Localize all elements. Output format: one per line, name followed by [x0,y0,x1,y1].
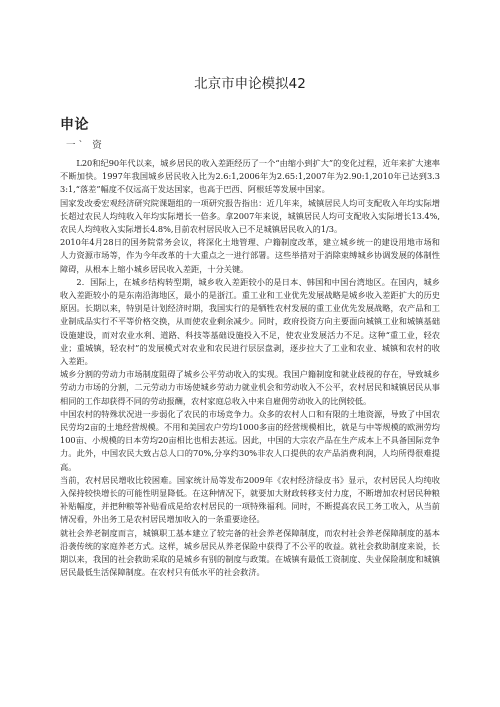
document-body [60,157,440,580]
paragraph: 就社会养老制度而言，城镇职工基本建立了较完备的社会养老保障制度，而农村社会养老保障制度的基本沿袭传统的家庭养老方式。这样，城乡居民从养老保险中获得了不公平的收益。就社会救助制度来说，长期以来，我国的社会救助采取的是城乡有别的制度与政策。在城镇有最低工资制度、失业保险制度和城镇居民最低生活保障制度。在农村只有低水平的社会救济。 [60,527,440,578]
paragraph: L20和纪90年代以来，城乡居民的收入差距经历了一个“由缩小到扩大”的变化过程，近年来扩大速率不断加快。1997年我国城乡居民收入比为2.6:1,2006年为2.65:1,2007年为2.90:1,2010年已达到3.33:1,“落差”幅度不仅远高于发达国家，也高于巴西、阿根廷等发展中国家。 [60,158,440,195]
paragraph: 国家发改委宏观经济研究院课题组的一项研究报告指出：近几年来，城镇居民人均可支配收入年均实际增长超过农民人均纯收入年均实际增长一倍多。拿2007年来说，城镇居民人均可支配收入实际增长13.4%,农民人均纯收入实际增长4.8%,目前农村居民收入已不足城镇居民收入的1/3。 [60,197,440,235]
section-heading: 申论 [60,117,89,133]
paragraph: 2010年4月28日的国务院常务会议，将深化土地管理、户籍制度改革，建立城乡统一的建设用地市场和人力资源市场等，作为今年改革的十大重点之一进行部署。这些举措对于消除束缚城乡协调发展的体制性障碍，从根本上缩小城乡居民收入差距，十分关键。 [60,237,440,274]
page-title: 北京市申论模拟42 [194,76,306,92]
sub-heading: 一` 资 [66,140,105,151]
paragraph: 2．国际上，在城乡结构转型期，城乡收入差距较小的是日本、韩国和中国台湾地区。在国内，城乡收入差距较小的是东南沿海地区，最小的是浙江。重工业和工业优先发展战略是城乡收入差距扩大的历史原因。长期以来，特别是计划经济时期，我国实行的是牺牲农村发展的重工业优先发展战略，农产品和工业制成品实行不平等价格交换，从而使农业剩余减少。同时，政府投资方向主要面向城镇工业和城镇基础设施建设，而对农业水利、道路、科技等基础设施投入不足，使农业发展活力不足。这种“重工业，轻农业；重城镇，轻农村”的发展模式对农业和农民进行层层盘剥，逐步拉大了工业和农业、城镇和农村的收入差距。 [60,276,440,367]
paragraph: 当前，农村居民增收比较困难。国家统计局等发布2009年《农村经济绿皮书》显示，农村居民人均纯收入保持较快增长的可能性明显降低。在这种情况下，就要加大财政转移支付力度，不断增加农村居民种粮补贴幅度，并把种粮等补贴看成是给农村居民的一项特殊福利。同时，不断提高农民工务工收入，从当前情况看，外出务工是农村居民增加收入的一条重要途径。 [60,474,440,525]
paragraph: 城乡分割的劳动力市场制度阻碍了城乡公平劳动收入的实现。我国户籍制度和就业歧视的存在，导致城乡劳动力市场的分割，二元劳动力市场使城乡劳动力就业机会和劳动收入不公平，农村居民和城镇居民从事相同的工作却获得不同的劳动报酬，农村家庭总收入中来自雇佣劳动收入的比例较低。 [60,369,440,406]
paragraph: 中国农村的特殊状况进一步弱化了农民的市场竞争力。众多的农村人口和有限的土地资源，导致了中国农民劳均2亩的土地经营规模。不用和美国农户劳均1000多亩的经营规模相比，就是与中等规模的欧洲劳均100亩、小规模的日本劳均20亩相比也相去甚远。因此，中国的大宗农产品在生产成本上不具备国际竞争力。此外，中国农民大致占总人口的70%,分享约30%非农人口提供的农产品消费利润，人均所得很难提高。 [60,408,440,472]
